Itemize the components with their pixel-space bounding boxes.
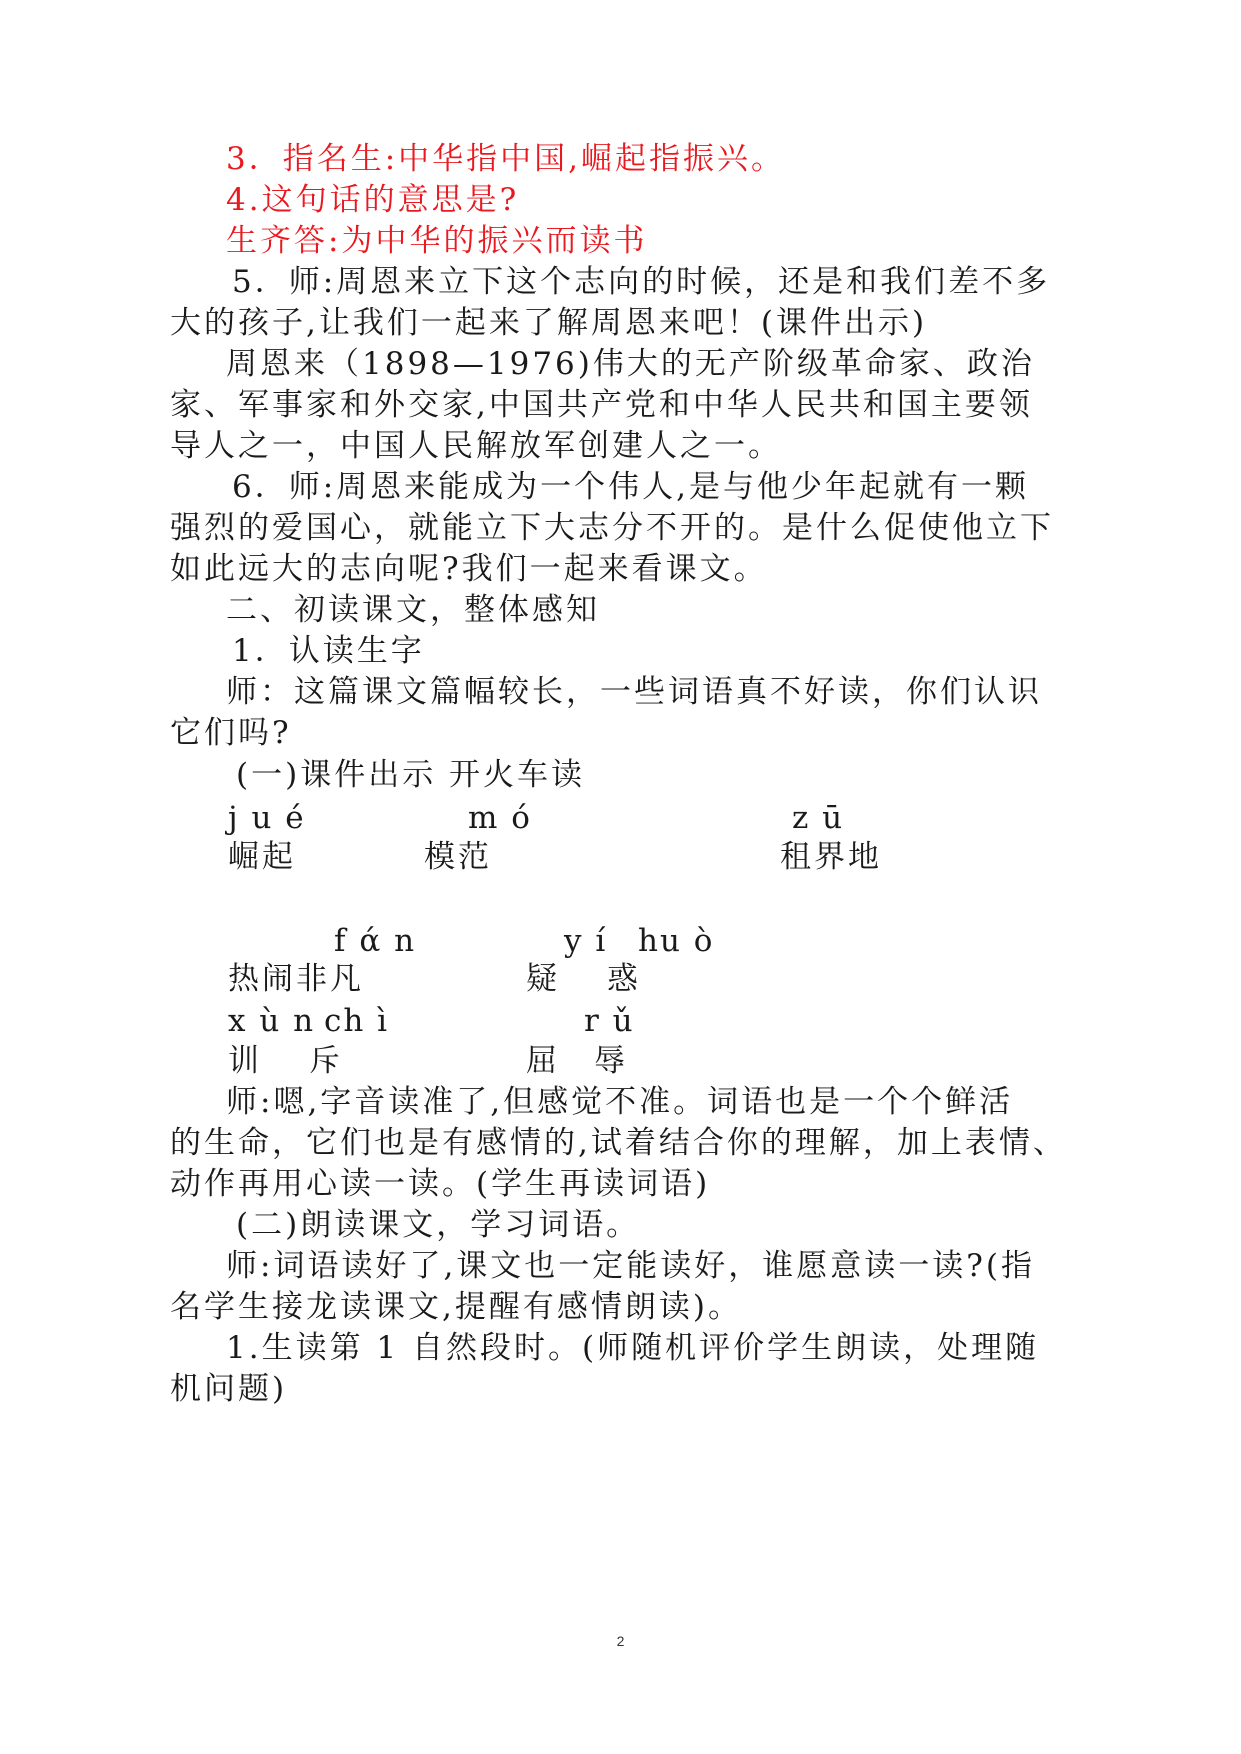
pinyin-zu: z ū [792,800,845,836]
teacher-read-line-1: 师:词语读好了,课文也一定能读好，谁愿意读一读?(指 [226,1248,1036,1284]
subsection-2: (二)朗读课文，学习词语。 [236,1207,641,1243]
red-line-2: 4.这句话的意思是? [226,182,520,218]
teacher-question-line-1: 师：这篇课文篇幅较长，一些词语真不好读，你们认识 [226,674,1042,710]
word-quru: 屈 辱 [526,1043,628,1079]
zhou-intro-line-1: 周恩来（1898—1976)伟大的无产阶级革命家、政治 [226,346,1035,382]
pinyin-chi: ch ì [324,1003,390,1039]
para5-line-2: 大的孩子,让我们一起来了解周恩来吧！(课件出示) [170,305,928,341]
read-item-1-line-1: 1.生读第 1 自然段时。(师随机评价学生朗读，处理随 [226,1330,1040,1366]
para6-line-2: 强烈的爱国心，就能立下大志分不开的。是什么促使他立下 [170,510,1054,546]
red-line-1: 3．指名生:中华指中国,崛起指振兴。 [226,141,786,177]
para6-line-1: 6．师:周恩来能成为一个伟人,是与他少年起就有一颗 [232,469,1030,505]
word-yihuo: 疑 惑 [526,961,641,997]
pinyin-jue: j u é [228,800,306,836]
subsection-1: (一)课件出示 开火车读 [236,757,586,793]
zhou-intro-line-3: 导人之一，中国人民解放军创建人之一。 [170,428,782,464]
teacher-comment-line-2: 的生命，它们也是有感情的,试着结合你的理解，加上表情、 [170,1125,1067,1161]
pinyin-yi: y í [564,923,608,959]
pinyin-fan: f ά n [334,923,417,959]
teacher-question-line-2: 它们吗? [170,715,292,751]
word-xunchi: 训 斥 [228,1043,343,1079]
red-line-3: 生齐答:为中华的振兴而读书 [226,223,648,259]
pinyin-huo: hu ò [638,923,715,959]
zhou-intro-line-2: 家、军事家和外交家,中国共产党和中华人民共和国主要领 [170,387,1033,423]
page-number: 2 [616,1633,625,1649]
para5-line-1: 5．师:周恩来立下这个志向的时候，还是和我们差不多 [232,264,1051,300]
word-zujiedi: 租界地 [780,839,882,875]
word-renaofeifan: 热闹非凡 [228,961,364,997]
teacher-comment-line-1: 师:嗯,字音读准了,但感觉不准。词语也是一个个鲜活 [226,1084,1014,1120]
teacher-read-line-2: 名学生接龙读课文,提醒有感情朗读)。 [170,1289,742,1325]
pinyin-mo: m ó [468,800,532,836]
pinyin-xun: x ù n [228,1003,316,1039]
word-jueqi: 崛起 [228,839,296,875]
read-item-1-line-2: 机问题) [170,1371,288,1407]
section-heading: 二、初读课文，整体感知 [226,592,600,628]
teacher-comment-line-3: 动作再用心读一读。(学生再读词语) [170,1166,711,1202]
para6-line-3: 如此远大的志向呢?我们一起来看课文。 [170,551,768,587]
item-1: 1．认读生字 [232,633,425,669]
word-mofan: 模范 [424,839,492,875]
pinyin-ru: r ǔ [584,1003,635,1039]
